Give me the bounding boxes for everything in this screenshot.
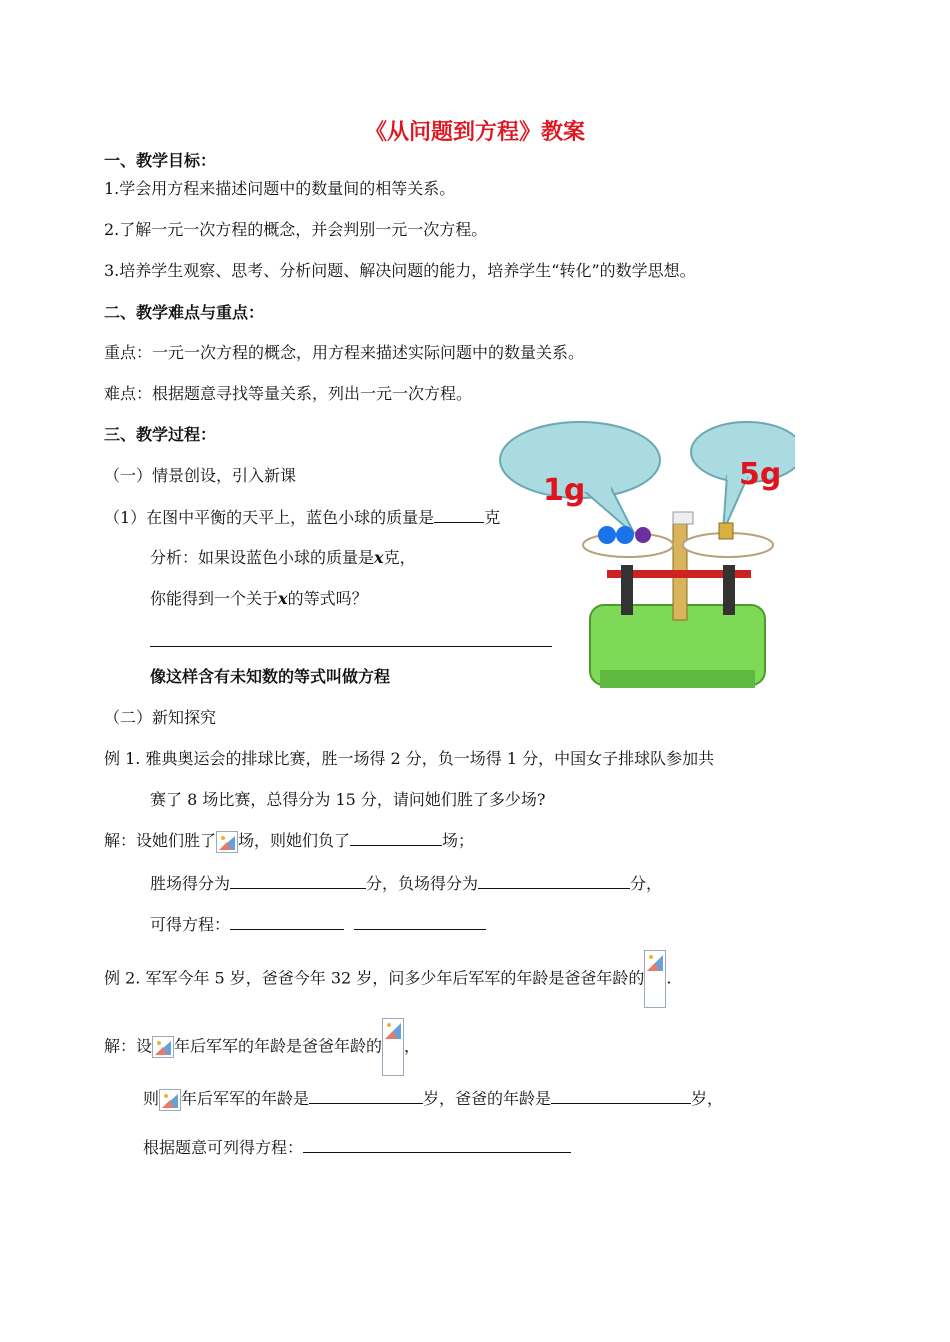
part-1-heading: （一）情景创设，引入新课 <box>104 466 297 485</box>
equation-definition: 像这样含有未知数的等式叫做方程 <box>150 667 391 686</box>
answer-blank[interactable] <box>309 1087 423 1104</box>
blue-ball-icon <box>616 526 634 544</box>
solution-1-equation: 可得方程： <box>150 913 486 936</box>
answer-blank[interactable] <box>551 1087 691 1104</box>
objective-2: 2.了解一元一次方程的概念，并会判别一元一次方程。 <box>104 220 488 239</box>
equation-answer-line[interactable] <box>150 646 552 647</box>
difficult-point: 难点：根据题意寻找等量关系，列出一元一次方程。 <box>104 384 473 403</box>
image-placeholder-icon <box>216 831 238 853</box>
example-1-line-1: 例 1. 雅典奥运会的排球比赛，胜一场得 2 分，负一场得 1 分，中国女子排球队参加共 <box>104 749 715 768</box>
answer-blank[interactable] <box>350 829 442 846</box>
solution-1-scores: 胜场得分为 分，负场得分为 分， <box>150 874 663 893</box>
question-1: （1）在图中平衡的天平上，蓝色小球的质量是 克 <box>104 508 501 527</box>
section-heading-objectives: 一、教学目标： <box>104 151 217 170</box>
page-title: 《从问题到方程》教案 <box>364 120 585 145</box>
blue-ball-icon <box>598 526 616 544</box>
answer-blank[interactable] <box>230 913 344 930</box>
objective-3: 3.培养学生观察、思考、分析问题、解决问题的能力，培养学生“转化”的数学思想。 <box>104 261 696 280</box>
answer-blank[interactable] <box>230 872 366 889</box>
ask-line: 你能得到一个关于x的等式吗？ <box>150 589 368 608</box>
right-bubble-label: 5g <box>739 457 782 492</box>
solution-2-equation: 根据题意可列得方程： <box>143 1136 571 1159</box>
example-1-line-2: 赛了 8 场比赛，总得分为 15 分，请问她们胜了多少场? <box>150 790 546 809</box>
section-heading-key-points: 二、教学难点与重点： <box>104 303 265 322</box>
fraction-image-icon <box>382 1018 404 1076</box>
balance-scale-figure <box>495 420 795 690</box>
image-placeholder-icon <box>159 1089 181 1111</box>
section-heading-process: 三、教学过程： <box>104 425 217 444</box>
answer-blank[interactable] <box>354 913 486 930</box>
weight-icon <box>719 523 733 539</box>
left-bubble-label: 1g <box>543 473 586 508</box>
image-placeholder-icon <box>152 1036 174 1058</box>
answer-blank[interactable] <box>434 506 484 523</box>
purple-ball-icon <box>635 527 651 543</box>
solution-2-line: 解：设 年后军军的年龄是爸爸年龄的 ， <box>104 1018 420 1076</box>
answer-blank[interactable] <box>303 1136 571 1153</box>
part-2-heading: （二）新知探究 <box>104 708 217 727</box>
solution-2-ages: 则 年后军军的年龄是 岁，爸爸的年龄是 岁， <box>143 1087 723 1111</box>
solution-1-line: 解：设她们胜了 场，则她们负了 场； <box>104 829 474 853</box>
objective-1: 1.学会用方程来描述问题中的数量间的相等关系。 <box>104 179 456 198</box>
analysis-line: 分析：如果设蓝色小球的质量是x克， <box>150 548 416 567</box>
answer-blank[interactable] <box>478 872 630 889</box>
fraction-image-icon <box>644 950 666 1008</box>
example-2: 例 2. 军军今年 5 岁，爸爸今年 32 岁，问多少年后军军的年龄是爸爸年龄的 . <box>104 950 671 1008</box>
key-point: 重点：一元一次方程的概念，用方程来描述实际问题中的数量关系。 <box>104 343 585 362</box>
